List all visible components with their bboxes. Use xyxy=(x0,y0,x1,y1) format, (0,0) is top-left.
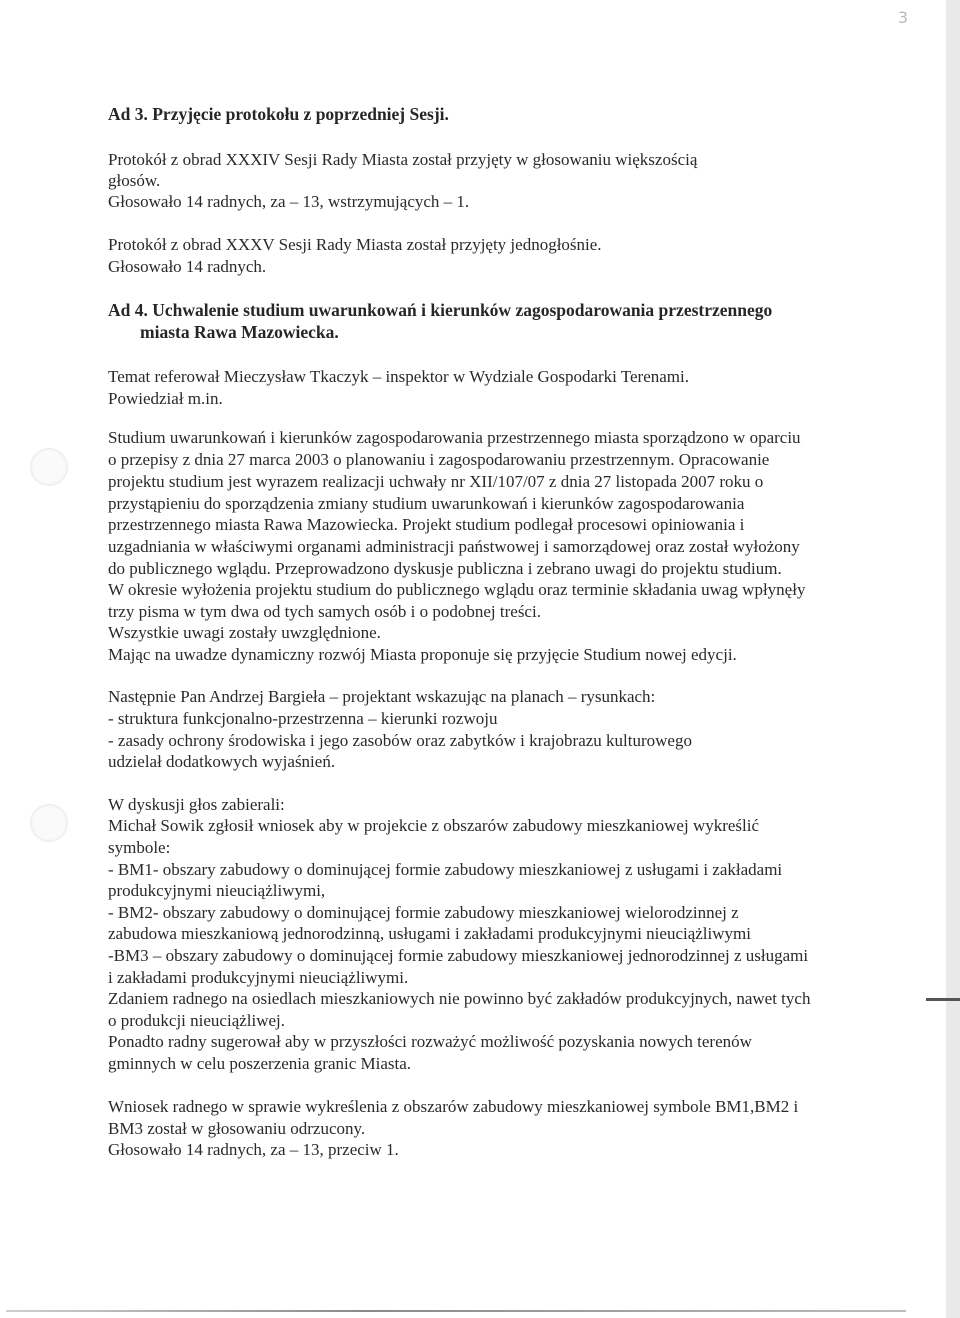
paragraph-line: i zakładami produkcyjnymi nieuciążliwymi. xyxy=(108,968,409,987)
punch-hole-lower xyxy=(30,804,68,842)
scan-edge-mark xyxy=(926,998,960,1001)
paragraph-line: projektu studium jest wyrazem realizacji uchwały nr XII/107/07 z dnia 27 listopada 2007 roku o xyxy=(108,472,764,491)
list-item: - zasady ochrony środowiska i jego zasobów oraz zabytków i krajobrazu kulturowego xyxy=(108,731,692,750)
scan-edge-shadow xyxy=(946,0,960,1318)
paragraph-line: przestrzennego miasta Rawa Mazowiecka. Projekt studium podlegał procesowi opiniowania i xyxy=(108,515,745,534)
paragraph-line: produkcyjnymi nieuciążliwymi, xyxy=(108,881,326,900)
paragraph-line: Zdaniem radnego na osiedlach mieszkaniowych nie powinno być zakładów produkcyjnych, nawet tych xyxy=(108,989,811,1008)
list-item: - BM1- obszary zabudowy o dominującej formie zabudowy mieszkaniowej z usługami i zakładami xyxy=(108,860,783,879)
paragraph-line: W dyskusji głos zabierali: xyxy=(108,795,285,814)
list-item: -BM3 – obszary zabudowy o dominującej formie zabudowy mieszkaniowej jednorodzinnej z usługami xyxy=(108,946,809,965)
scan-bottom-line xyxy=(6,1310,906,1312)
paragraph-line: uzgadniania w właściwymi organami administracji państwowej i samorządowej oraz został wyłożony xyxy=(108,537,800,556)
paragraph-line: BM3 został w głosowaniu odrzucony. xyxy=(108,1119,366,1138)
punch-hole-upper xyxy=(30,448,68,486)
paragraph-line: udzielał dodatkowych wyjaśnień. xyxy=(108,752,336,771)
paragraph-line: Protokół z obrad XXXIV Sesji Rady Miasta został przyjęty w głosowaniu większością xyxy=(108,150,698,169)
section-heading-ad4-cont: miasta Rawa Mazowiecka. xyxy=(140,322,339,342)
paragraph-line: Michał Sowik zgłosił wniosek aby w projekcie z obszarów zabudowy mieszkaniowej wykreślić xyxy=(108,816,760,835)
paragraph-line: Mając na uwadze dynamiczny rozwój Miasta proponuje się przyjęcie Studium nowej edycji. xyxy=(108,645,737,664)
paragraph-line: Powiedział m.in. xyxy=(108,389,223,408)
paragraph-line: Studium uwarunkowań i kierunków zagospodarowania przestrzennego miasta sporządzono w oparciu xyxy=(108,428,801,447)
paragraph-line: do publicznego wglądu. Przeprowadzono dyskusje publiczna i zebrano uwagi do projektu studium. xyxy=(108,559,782,578)
paragraph-line: Wszystkie uwagi zostały uwzględnione. xyxy=(108,623,381,642)
paragraph-line: Wniosek radnego w sprawie wykreślenia z obszarów zabudowy mieszkaniowej symbole BM1,BM2 i xyxy=(108,1097,799,1116)
paragraph-line: o przepisy z dnia 27 marca 2003 o planowaniu i zagospodarowaniu przestrzennym. Opracowanie xyxy=(108,450,770,469)
paragraph-line: Głosowało 14 radnych, za – 13, przeciw 1. xyxy=(108,1140,399,1159)
paragraph-line: Protokół z obrad XXXV Sesji Rady Miasta został przyjęty jednogłośnie. xyxy=(108,235,602,254)
paragraph-line: zabudowa mieszkaniową jednorodzinną, usługami i zakładami produkcyjnymi nieuciążliwymi xyxy=(108,924,751,943)
paragraph-line: Ponadto radny sugerował aby w przyszłości rozważyć możliwość pozyskania nowych terenów xyxy=(108,1032,752,1051)
list-item: - struktura funkcjonalno-przestrzenna – kierunki rozwoju xyxy=(108,709,498,728)
paragraph-line: głosów. xyxy=(108,171,161,190)
paragraph-line: symbole: xyxy=(108,838,171,857)
paragraph-line: Głosowało 14 radnych. xyxy=(108,257,267,276)
paragraph-line: Następnie Pan Andrzej Bargieła – projektant wskazując na planach – rysunkach: xyxy=(108,687,656,706)
paragraph-line: przystąpieniu do sporządzenia zmiany studium uwarunkowań i kierunków zagospodarowania xyxy=(108,494,745,513)
paragraph-line: trzy pisma w tym dwa od tych samych osób i o podobnej treści. xyxy=(108,602,541,621)
paragraph-line: gminnych w celu poszerzenia granic Miasta. xyxy=(108,1054,412,1073)
section-heading-ad3: Ad 3. Przyjęcie protokołu z poprzedniej Sesji. xyxy=(108,104,449,124)
list-item: - BM2- obszary zabudowy o dominującej formie zabudowy mieszkaniowej wielorodzinnej z xyxy=(108,903,739,922)
section-heading-ad4: Ad 4. Uchwalenie studium uwarunkowań i kierunków zagospodarowania przestrzennego xyxy=(108,300,773,320)
paragraph-line: W okresie wyłożenia projektu studium do publicznego wglądu oraz terminie składania uwag wpłynęły xyxy=(108,580,806,599)
paragraph-line: Temat referował Mieczysław Tkaczyk – inspektor w Wydziale Gospodarki Terenami. xyxy=(108,367,690,386)
paragraph-line: Głosowało 14 radnych, za – 13, wstrzymujących – 1. xyxy=(108,192,470,211)
paragraph-line: o produkcji nieuciążliwej. xyxy=(108,1011,286,1030)
page-number: 3 xyxy=(897,8,908,27)
